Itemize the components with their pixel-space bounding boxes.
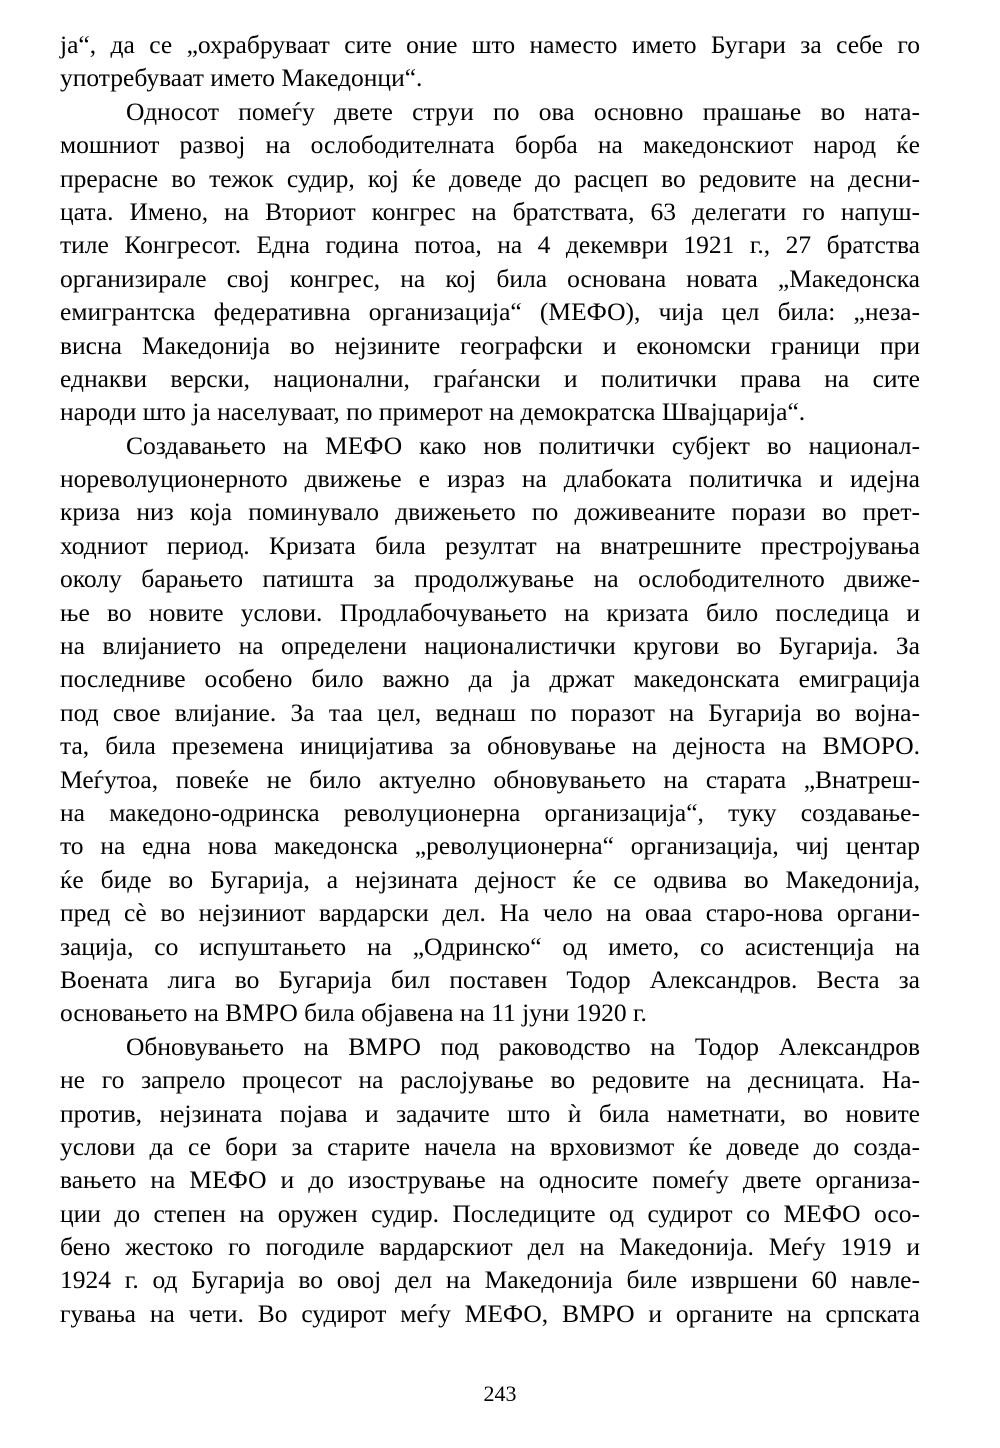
text-line: Меѓутоа, повеќе не било актуелно обновувањето на старата „Внатреш- [60,764,920,794]
text-line: нореволуционерното движење е израз на длабоката политичка и идејна [60,464,920,494]
text-line: последниве особено било важно да ја држат македонската емиграција [60,664,920,694]
text-line: цата. Имено, на Вториот конгрес на братствата, 63 делегати го напуш- [60,196,920,226]
text-line: Воената лига во Бугарија бил поставен Тодор Александров. Веста за [60,964,920,994]
text-line: та, била преземена иницијатива за обновување на дејноста на ВМОРО. [60,731,920,761]
text-line: тиле Конгресот. Една година потоа, на 4 декември 1921 г., 27 братства [60,230,920,260]
text-line: висна Македонија во нејзините географски и економски граници при [60,330,920,360]
text-line: емигрантска федеративна организација“ (МЕФО), чија цел била: „неза- [60,297,920,327]
text-line: на влијанието на определени националистички кругови во Бугарија. За [60,631,920,661]
text-line: употребуваат името Македонци“. [60,63,423,93]
text-line: зација, со испуштањето на „Одринско“ од името, со асистенција на [60,931,920,961]
text-line: услови да се бори за старите начела на врховизмот ќе доведе до созда- [60,1131,920,1161]
text-line: криза низ која поминувало движењето по доживеаните порази во прет- [60,497,920,527]
text-line: ја“, да се „охрабруваат сите оние што наместо името Бугари за себе го [60,30,920,59]
text-line: ќе биде во Бугарија, а нејзината дејност ќе се одвива во Македонија, [60,864,920,894]
text-line: вањето на МЕФО и до изострување на односите помеѓу двете организа- [60,1165,920,1195]
text-line: мошниот развој на ослободителната борба на македонскиот народ ќе [60,130,920,160]
text-line: еднакви верски, национални, граѓански и политички права на сите [60,363,920,393]
text-line: прерасне во тежок судир, кој ќе доведе до расцеп во редовите на десни- [60,163,920,193]
text-line: ње во новите услови. Продлабочувањето на кризата било последица и [60,597,920,627]
text-line: пред сè во нејзиниот вардарски дел. На чело на оваа старо-нова органи- [60,898,920,928]
text-line: под свое влијание. За таа цел, веднаш по поразот на Бугарија во војна- [60,697,920,727]
text-line: на македоно-одринска револуционерна организација“, туку создавање- [60,797,920,827]
text-line: бено жестоко го погодиле вардарскиот дел на Македонија. Меѓу 1919 и [60,1232,920,1262]
text-line: не го запрело процесот на раслојување во редовите на десницата. На- [60,1065,920,1095]
text-line: ции до степен на оружен судир. Последиците од судирот со МЕФО осо- [60,1198,920,1228]
text-line: околу барањето патишта за продолжување на ослободителното движе- [60,564,920,594]
text-line: основањето на ВМРО била објавена на 11 јуни 1920 г. [60,998,647,1028]
text-line: ходниот период. Кризата била резултат на внатрешните престројувања [60,530,920,560]
text-line: Односот помеѓу двете струи по ова основно прашање во ната- [126,96,920,126]
body-text [60,28,920,1330]
text-line: Обновувањето на ВМРО под раководство на Тодор Александров [126,1031,920,1061]
text-line: гувања на чети. Во судирот меѓу МЕФО, ВМРО и органите на српската [60,1298,920,1328]
text-line: то на една нова македонска „револуционерна“ организација, чиј центар [60,831,920,861]
text-line: 1924 г. од Бугарија во овој дел на Македонија биле извршени 60 навле- [60,1265,920,1295]
text-line: организирале свој конгрес, на кој била основана новата „Македонска [60,263,920,293]
page-number: 243 [483,1381,517,1406]
text-line: Создавањето на МЕФО како нов политички субјект во национал- [126,430,920,460]
text-line: народи што ја населуваат, по примерот на демократска Швајцарија“. [60,397,806,427]
text-line: против, нејзината појава и задачите што ѝ била наметнати, во новите [60,1098,920,1128]
